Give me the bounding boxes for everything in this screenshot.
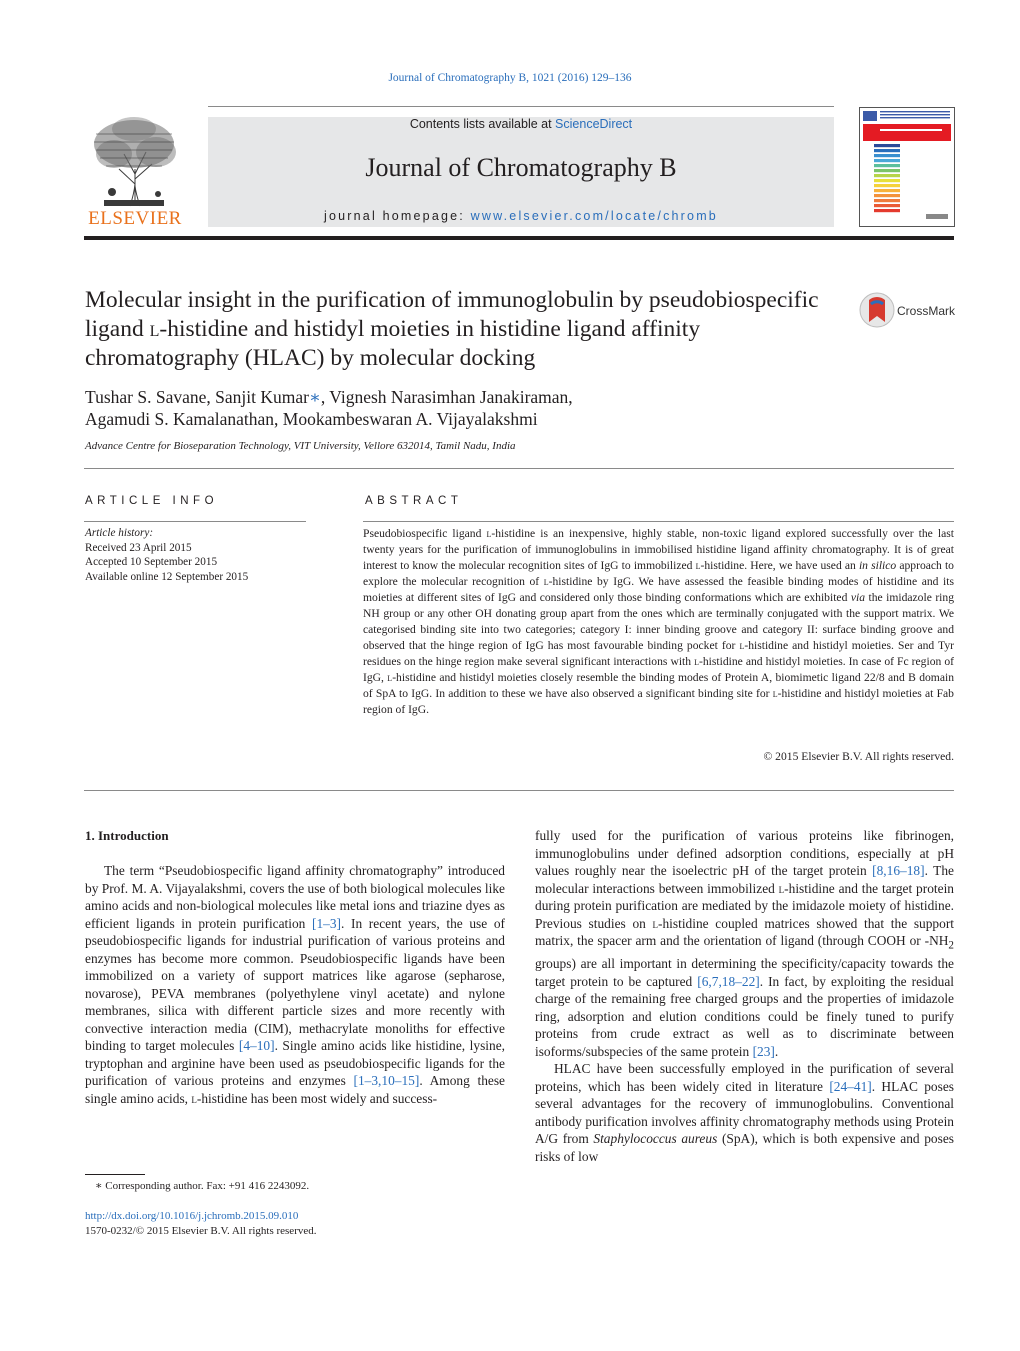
title-part-a: Molecular insight in the purification of immunoglobulin by pseudobiospecific ligand xyxy=(85,287,819,342)
small-caps-l: l xyxy=(778,880,785,896)
online-date: Available online 12 September 2015 xyxy=(85,570,249,583)
elsevier-wordmark: ELSEVIER xyxy=(88,208,182,229)
abstract-seg: -histidine and histidyl moieties. In case of Fc region of IgG, xyxy=(363,655,954,684)
small-caps-l: l xyxy=(543,575,549,588)
issn-copyright: 1570-0232/© 2015 Elsevier B.V. All rights reserved. xyxy=(85,1225,317,1237)
abstract-heading: ABSTRACT xyxy=(365,495,463,507)
journal-homepage-line xyxy=(208,209,834,223)
body-seg: . Among these single amino acids, xyxy=(85,1073,505,1106)
small-caps-l: l xyxy=(695,559,701,572)
abstract-seg: Pseudobiospecific ligand xyxy=(363,527,487,540)
reference-link[interactable]: [6,7,18–22] xyxy=(697,973,760,989)
body-column-left xyxy=(85,862,505,1107)
history-label: Article history: xyxy=(85,527,154,539)
title-part-b: -histidine and histidyl moieties in histidine ligand affinity chromatography (HLAC) by molecular docking xyxy=(85,316,701,371)
sciencedirect-link[interactable]: ScienceDirect xyxy=(555,117,633,131)
body-seg: -histidine and the target protein during protein purification are mediated by the imidazole moiety of histidine. Previous studies on xyxy=(535,880,954,931)
body-seg: groups) are all important in determining the specificity/capacity towards the target protein to be captured xyxy=(535,956,954,989)
abstract-seg: -histidine. Here, we have used an xyxy=(700,559,859,572)
authors-line-1-a: Tushar S. Savane, Sanjit Kumar xyxy=(85,387,309,407)
accepted-date: Accepted 10 September 2015 xyxy=(85,556,218,568)
abstract-seg: -histidine is an inexpensive, highly stable, non-toxic ligand explored successfully over the last twenty years for the purification of immunoglobulins in immobilised histidine ligand affinity chromatography. It is of great interest to know the molecular recognition sites of IgG to immobilized xyxy=(363,527,954,572)
abstract-seg: -histidine and histidyl moieties. Ser and Tyr residues on the hinge region make several significant interactions with xyxy=(363,639,954,668)
footnote-rule xyxy=(85,1174,145,1175)
header-rule xyxy=(208,106,834,107)
small-caps-l: l xyxy=(387,671,393,684)
body-seg: . In fact, by exploiting the residual charge of the remaining free charged groups and the properties of imidazole ring, adsorption and elution conditions could be finely tuned to purify proteins from crude extract as well as to discriminate between isoforms/subspecies of the same protein xyxy=(535,973,954,1059)
homepage-link[interactable]: www.elsevier.com/locate/chromb xyxy=(470,209,718,223)
intro-paragraph-1-cont xyxy=(535,827,954,1060)
journal-title: Journal of Chromatography B xyxy=(365,153,677,182)
contents-prefix: Contents lists available at xyxy=(409,117,556,131)
small-caps-l: l xyxy=(739,639,745,652)
body-seg: . HLAC poses several advantages for the recovery of immunoglobulins. Conventional antibody purification involves affinity chromatography methods using Protein A/G from xyxy=(535,1078,954,1147)
corresponding-author-mark[interactable]: ∗ xyxy=(308,387,321,407)
intro-paragraph-1 xyxy=(85,862,505,1107)
body-seg: . In recent years, the use of pseudobiospecific ligands for industrial purification of various proteins and enzymes has become more common. Pseudobiospecific ligands have been immobilized on a variety of support matrices like agarose (sepharose, novarose), PEVA membranes (polyethylene vinyl acetate) and nylone membranes, silica with different particle sizes and more recently with convective interaction media (CIM), methacrylate monoliths for effective binding to target molecules xyxy=(85,915,505,1053)
abstract-seg: approach to explore the molecular recognition of xyxy=(363,559,954,588)
body-seg: The term “Pseudobiospecific ligand affinity chromatography” introduced by Prof. M. A. Vijayalakshmi, covers the use of both biological molecules like amino acids and non-biological molecules like metal ions and triazine dyes as efficient ligands in protein purification xyxy=(85,863,505,931)
authors-line-2: Agamudi S. Kamalanathan, Mookambeswaran A. Vijayalakshmi xyxy=(85,409,538,429)
reference-link[interactable]: [1–3,10–15] xyxy=(353,1073,420,1088)
authors-line-1 xyxy=(85,386,845,408)
article-history xyxy=(85,526,305,584)
doi-link[interactable]: http://dx.doi.org/10.1016/j.jchromb.2015.09.010 xyxy=(85,1210,299,1222)
section-heading-introduction: 1. Introduction xyxy=(85,828,169,843)
abstract-em: in silico xyxy=(858,559,897,572)
abstract-em: via xyxy=(850,591,866,604)
reference-link[interactable]: [8,16–18] xyxy=(872,863,925,878)
author-list xyxy=(85,386,845,430)
small-caps-l: l xyxy=(486,527,492,540)
abstract-end-rule xyxy=(84,790,954,791)
journal-banner xyxy=(208,117,834,227)
abstract-rule xyxy=(363,521,954,522)
body-seg: HLAC have been successfully employed in the purification of several proteins, which has been widely cited in literature xyxy=(535,1061,954,1094)
corresponding-author-footnote: ∗ Corresponding author. Fax: +91 416 2243092. xyxy=(95,1180,310,1192)
small-caps-l: l xyxy=(191,1090,197,1106)
abstract-seg: -histidine and histidyl moieties closely resemble the binding modes of Protein A, biomimetic ligand 22/8 and B domain of SpA to IgG. In addition to these we have also observed a significant binding site for xyxy=(363,671,954,700)
reference-link[interactable]: [4–10] xyxy=(238,1038,275,1053)
reference-link[interactable]: [24–41] xyxy=(829,1078,872,1094)
body-seg: (SpA), which is both expensive and poses risks of low xyxy=(535,1131,954,1164)
header-thick-rule xyxy=(84,236,954,240)
body-seg: fully used for the purification of various proteins like fibrinogen, immunoglobulins under defined adsorption conditions, especially at pH values roughly near the isoelectric pH of the target protein xyxy=(535,828,954,878)
abstract-seg: -histidine and histidyl moieties at Fab region of IgG. xyxy=(363,687,954,716)
article-info-rule xyxy=(84,521,306,522)
journal-cover-thumbnail-icon[interactable] xyxy=(859,107,955,227)
article-info-heading: ARTICLE INFO xyxy=(85,495,219,507)
body-seg: . Single amino acids like histidine, lysine, tryptophan and arginine have been used as pseudobiospecific ligands for the purification of various proteins and enzymes xyxy=(85,1038,505,1088)
subscript: 2 xyxy=(948,939,954,952)
intro-paragraph-2 xyxy=(535,1060,954,1165)
title-small-caps-l: l xyxy=(149,316,160,342)
small-caps-l: l xyxy=(652,915,659,931)
body-column-right xyxy=(535,827,954,1165)
journal-citation[interactable]: Journal of Chromatography B, 1021 (2016) 129–136 xyxy=(388,72,632,84)
abstract-text xyxy=(363,526,954,718)
body-seg: -histidine has been most widely and success- xyxy=(196,1090,438,1106)
authors-line-1-b: , Vignesh Narasimhan Janakiraman, xyxy=(320,387,573,407)
body-seg: . xyxy=(774,1043,779,1059)
abstract-seg: -histidine by IgG. We have assessed the feasible binding modes of histidine and its moieties at different sites of IgG and considered only those binding conformations which are exhibited xyxy=(363,575,955,604)
body-seg: -histidine coupled matrices showed that the support matrix, the spacer arm and the orientation of ligand (through COOH or -NH xyxy=(535,915,955,948)
affiliation: Advance Centre for Bioseparation Technology, VIT University, Vellore 632014, Tamil Nadu, India xyxy=(85,440,516,452)
article-title xyxy=(85,286,845,373)
crossmark-icon[interactable] xyxy=(859,292,963,328)
reference-link[interactable]: [1–3] xyxy=(312,915,342,931)
contents-available-line xyxy=(208,117,834,131)
crossmark-label: CrossMark xyxy=(897,304,956,318)
abstract-seg: the imidazole ring NH group or any other OH donating group apart from the ones which are terminally conjugated with the support matrix. We categorised binding site into two categories; category I: inner binding groove and category II: surface binding groove and observed that the hinge region of IgG has most favourable binding pocket for xyxy=(363,591,954,652)
affiliation-rule xyxy=(84,468,954,469)
body-seg: . The molecular interactions between immobilized xyxy=(535,863,954,896)
reference-link[interactable]: [23] xyxy=(752,1043,775,1059)
received-date: Received 23 April 2015 xyxy=(85,541,192,554)
species-name: Staphylococcus aureus xyxy=(593,1131,718,1147)
homepage-prefix: journal homepage: xyxy=(324,209,471,223)
abstract-copyright: © 2015 Elsevier B.V. All rights reserved. xyxy=(763,750,954,763)
small-caps-l: l xyxy=(694,655,699,668)
small-caps-l: l xyxy=(772,687,778,700)
